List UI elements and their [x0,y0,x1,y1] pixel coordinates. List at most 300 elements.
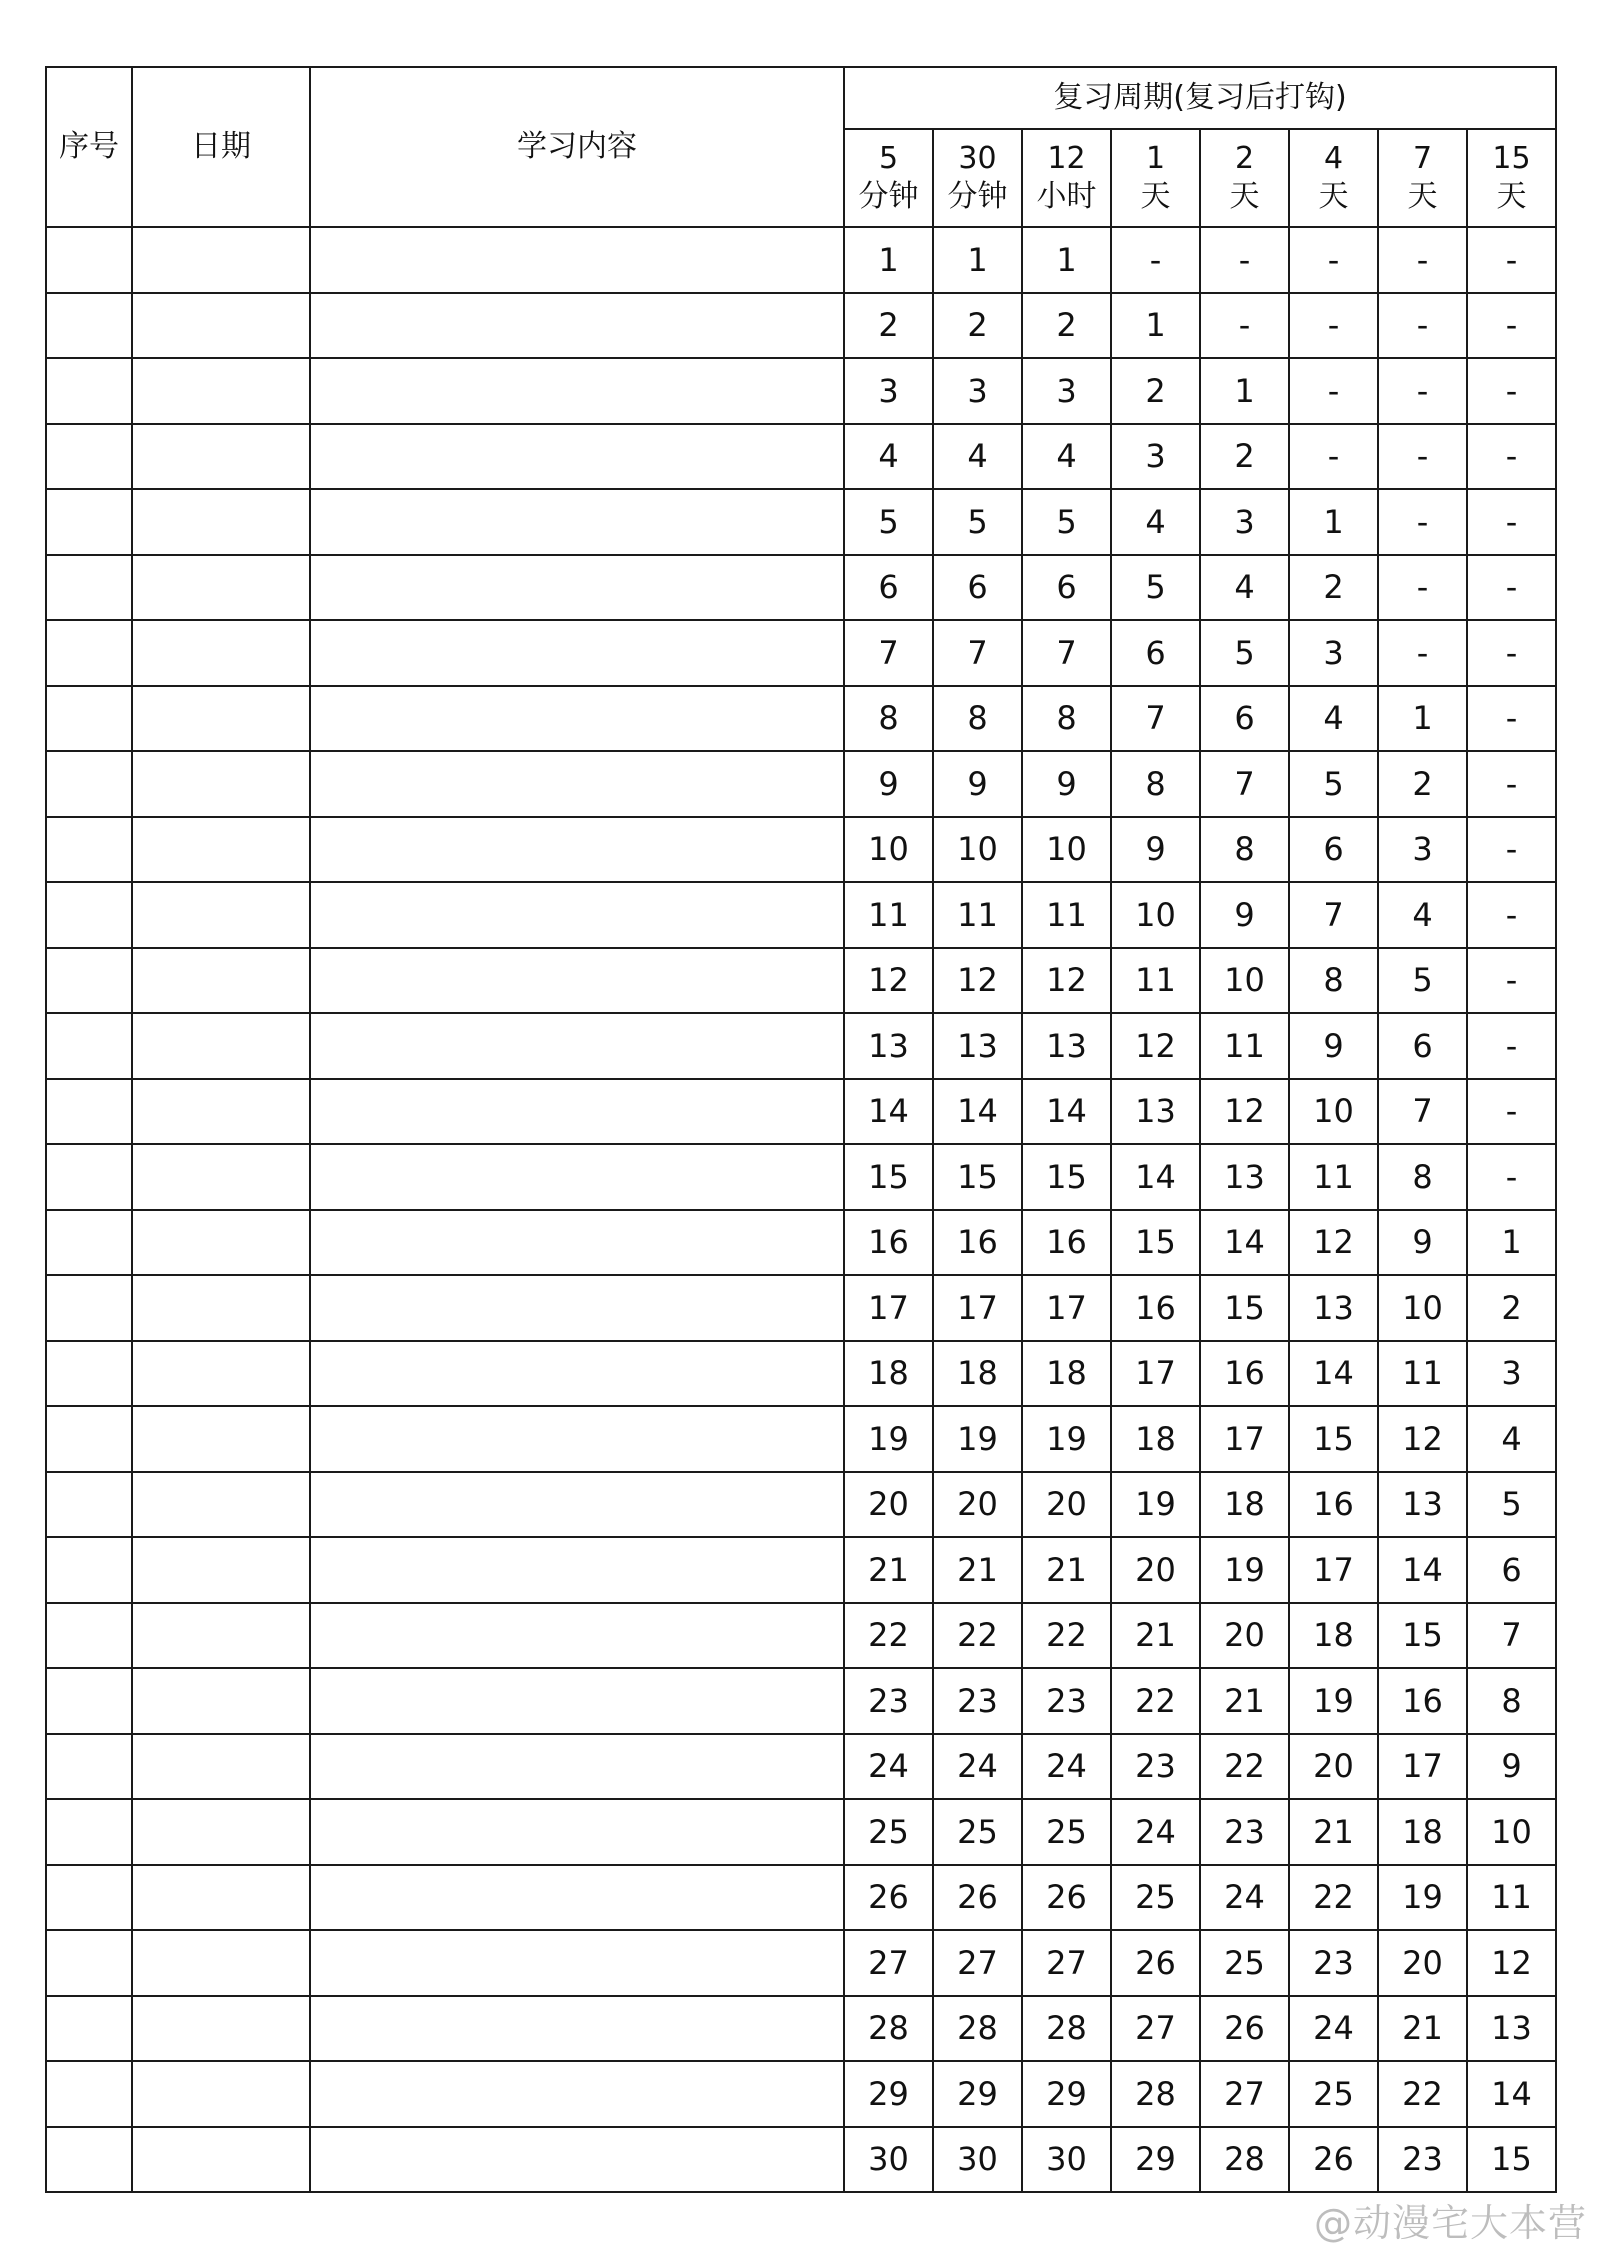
review-cell[interactable]: 24 [1289,1996,1378,2062]
review-cell[interactable]: 22 [1022,1603,1111,1669]
review-cell[interactable]: - [1289,358,1378,424]
review-cell[interactable]: 12 [1467,1930,1556,1996]
review-cell[interactable]: - [1378,424,1467,490]
date-cell[interactable] [132,1013,310,1079]
review-cell[interactable]: 14 [933,1079,1022,1145]
review-cell[interactable]: 16 [1111,1275,1200,1341]
date-cell[interactable] [132,489,310,555]
review-cell[interactable]: 11 [1111,948,1200,1014]
review-cell[interactable]: 6 [1378,1013,1467,1079]
review-cell[interactable]: 15 [1111,1210,1200,1276]
content-cell[interactable] [310,293,844,359]
review-cell[interactable]: 17 [933,1275,1022,1341]
index-cell[interactable] [46,1668,132,1734]
date-cell[interactable] [132,227,310,293]
index-cell[interactable] [46,2127,132,2193]
content-cell[interactable] [310,1865,844,1931]
date-cell[interactable] [132,1472,310,1538]
index-cell[interactable] [46,358,132,424]
review-cell[interactable]: - [1378,293,1467,359]
content-cell[interactable] [310,1472,844,1538]
review-cell[interactable]: 21 [1289,1799,1378,1865]
date-cell[interactable] [132,1341,310,1407]
review-cell[interactable]: 24 [844,1734,933,1800]
index-cell[interactable] [46,1144,132,1210]
review-cell[interactable]: 27 [1111,1996,1200,2062]
review-cell[interactable]: 13 [1289,1275,1378,1341]
review-cell[interactable]: 16 [1200,1341,1289,1407]
review-cell[interactable]: 3 [1378,817,1467,883]
review-cell[interactable]: 14 [1289,1341,1378,1407]
review-cell[interactable]: - [1467,227,1556,293]
review-cell[interactable]: 14 [1022,1079,1111,1145]
review-cell[interactable]: 17 [844,1275,933,1341]
date-cell[interactable] [132,293,310,359]
content-cell[interactable] [310,882,844,948]
review-cell[interactable]: - [1289,293,1378,359]
review-cell[interactable]: 20 [844,1472,933,1538]
review-cell[interactable]: 14 [1200,1210,1289,1276]
review-cell[interactable]: 26 [1289,2127,1378,2193]
review-cell[interactable]: - [1467,555,1556,621]
index-cell[interactable] [46,751,132,817]
review-cell[interactable]: 26 [1200,1996,1289,2062]
index-cell[interactable] [46,555,132,621]
date-cell[interactable] [132,1537,310,1603]
review-cell[interactable]: 7 [1200,751,1289,817]
date-cell[interactable] [132,1079,310,1145]
review-cell[interactable]: 20 [1289,1734,1378,1800]
review-cell[interactable]: - [1467,1013,1556,1079]
review-cell[interactable]: 3 [1022,358,1111,424]
review-cell[interactable]: 11 [933,882,1022,948]
review-cell[interactable]: 22 [1289,1865,1378,1931]
review-cell[interactable]: 16 [1378,1668,1467,1734]
index-cell[interactable] [46,227,132,293]
review-cell[interactable]: 18 [1022,1341,1111,1407]
review-cell[interactable]: 10 [1378,1275,1467,1341]
review-cell[interactable]: 19 [1111,1472,1200,1538]
index-cell[interactable] [46,1079,132,1145]
review-cell[interactable]: - [1289,227,1378,293]
review-cell[interactable]: 26 [1111,1930,1200,1996]
review-cell[interactable]: 25 [933,1799,1022,1865]
review-cell[interactable]: 5 [1200,620,1289,686]
content-cell[interactable] [310,686,844,752]
review-cell[interactable]: 8 [1111,751,1200,817]
review-cell[interactable]: 3 [933,358,1022,424]
review-cell[interactable]: 19 [933,1406,1022,1472]
review-cell[interactable]: 24 [933,1734,1022,1800]
content-cell[interactable] [310,1603,844,1669]
review-cell[interactable]: - [1200,227,1289,293]
review-cell[interactable]: 1 [1022,227,1111,293]
review-cell[interactable]: 17 [1022,1275,1111,1341]
review-cell[interactable]: 25 [844,1799,933,1865]
review-cell[interactable]: 3 [1111,424,1200,490]
content-cell[interactable] [310,751,844,817]
review-cell[interactable]: 25 [1111,1865,1200,1931]
review-cell[interactable]: - [1467,686,1556,752]
review-cell[interactable]: 18 [1111,1406,1200,1472]
content-cell[interactable] [310,1144,844,1210]
review-cell[interactable]: 19 [1378,1865,1467,1931]
date-cell[interactable] [132,1734,310,1800]
content-cell[interactable] [310,1799,844,1865]
review-cell[interactable]: 27 [1022,1930,1111,1996]
review-cell[interactable]: 8 [1378,1144,1467,1210]
review-cell[interactable]: 13 [1467,1996,1556,2062]
review-cell[interactable]: 2 [1378,751,1467,817]
review-cell[interactable]: 24 [1111,1799,1200,1865]
review-cell[interactable]: 2 [933,293,1022,359]
content-cell[interactable] [310,1210,844,1276]
content-cell[interactable] [310,1668,844,1734]
index-cell[interactable] [46,1734,132,1800]
review-cell[interactable]: 21 [844,1537,933,1603]
content-cell[interactable] [310,2127,844,2193]
review-cell[interactable]: 22 [933,1603,1022,1669]
review-cell[interactable]: 4 [1200,555,1289,621]
review-cell[interactable]: 19 [844,1406,933,1472]
review-cell[interactable]: - [1467,620,1556,686]
review-cell[interactable]: 11 [1378,1341,1467,1407]
review-cell[interactable]: 14 [844,1079,933,1145]
review-cell[interactable]: 9 [1200,882,1289,948]
review-cell[interactable]: 18 [1378,1799,1467,1865]
review-cell[interactable]: - [1467,817,1556,883]
review-cell[interactable]: 2 [1467,1275,1556,1341]
index-cell[interactable] [46,882,132,948]
review-cell[interactable]: 27 [933,1930,1022,1996]
review-cell[interactable]: - [1467,948,1556,1014]
index-cell[interactable] [46,1603,132,1669]
date-cell[interactable] [132,424,310,490]
review-cell[interactable]: 12 [1378,1406,1467,1472]
review-cell[interactable]: - [1378,620,1467,686]
review-cell[interactable]: 13 [1111,1079,1200,1145]
review-cell[interactable]: 20 [933,1472,1022,1538]
review-cell[interactable]: - [1289,424,1378,490]
review-cell[interactable]: 1 [933,227,1022,293]
index-cell[interactable] [46,620,132,686]
date-cell[interactable] [132,555,310,621]
review-cell[interactable]: 1 [1289,489,1378,555]
content-cell[interactable] [310,1734,844,1800]
review-cell[interactable]: 5 [844,489,933,555]
review-cell[interactable]: 17 [1200,1406,1289,1472]
review-cell[interactable]: 19 [1200,1537,1289,1603]
date-cell[interactable] [132,1668,310,1734]
review-cell[interactable]: 10 [1289,1079,1378,1145]
index-cell[interactable] [46,1537,132,1603]
review-cell[interactable]: 29 [844,2061,933,2127]
review-cell[interactable]: 5 [1289,751,1378,817]
review-cell[interactable]: 8 [1289,948,1378,1014]
review-cell[interactable]: - [1200,293,1289,359]
content-cell[interactable] [310,948,844,1014]
review-cell[interactable]: 22 [1111,1668,1200,1734]
index-cell[interactable] [46,424,132,490]
index-cell[interactable] [46,1472,132,1538]
review-cell[interactable]: 12 [1289,1210,1378,1276]
review-cell[interactable]: 12 [1022,948,1111,1014]
review-cell[interactable]: 27 [844,1930,933,1996]
review-cell[interactable]: 21 [1200,1668,1289,1734]
review-cell[interactable]: 15 [1200,1275,1289,1341]
review-cell[interactable]: 6 [844,555,933,621]
date-cell[interactable] [132,1210,310,1276]
review-cell[interactable]: 26 [1022,1865,1111,1931]
review-cell[interactable]: 1 [844,227,933,293]
content-cell[interactable] [310,555,844,621]
review-cell[interactable]: 2 [1289,555,1378,621]
review-cell[interactable]: 18 [933,1341,1022,1407]
review-cell[interactable]: 16 [1289,1472,1378,1538]
review-cell[interactable]: 24 [1200,1865,1289,1931]
review-cell[interactable]: 13 [844,1013,933,1079]
review-cell[interactable]: 10 [1022,817,1111,883]
date-cell[interactable] [132,1996,310,2062]
review-cell[interactable]: 20 [1111,1537,1200,1603]
review-cell[interactable]: 1 [1378,686,1467,752]
date-cell[interactable] [132,1603,310,1669]
date-cell[interactable] [132,751,310,817]
review-cell[interactable]: 12 [1111,1013,1200,1079]
content-cell[interactable] [310,817,844,883]
review-cell[interactable]: 16 [933,1210,1022,1276]
content-cell[interactable] [310,424,844,490]
review-cell[interactable]: 7 [1111,686,1200,752]
review-cell[interactable]: - [1467,1079,1556,1145]
review-cell[interactable]: 11 [1200,1013,1289,1079]
review-cell[interactable]: - [1467,293,1556,359]
review-cell[interactable]: 4 [1289,686,1378,752]
content-cell[interactable] [310,2061,844,2127]
review-cell[interactable]: 10 [1111,882,1200,948]
review-cell[interactable]: - [1378,555,1467,621]
review-cell[interactable]: 23 [844,1668,933,1734]
review-cell[interactable]: 7 [1467,1603,1556,1669]
index-cell[interactable] [46,1799,132,1865]
content-cell[interactable] [310,1996,844,2062]
review-cell[interactable]: 2 [1111,358,1200,424]
review-cell[interactable]: 7 [1378,1079,1467,1145]
review-cell[interactable]: 16 [1022,1210,1111,1276]
date-cell[interactable] [132,1144,310,1210]
review-cell[interactable]: - [1111,227,1200,293]
index-cell[interactable] [46,817,132,883]
review-cell[interactable]: 9 [844,751,933,817]
review-cell[interactable]: 25 [1022,1799,1111,1865]
review-cell[interactable]: 6 [1200,686,1289,752]
review-cell[interactable]: 7 [844,620,933,686]
review-cell[interactable]: 19 [1289,1668,1378,1734]
review-cell[interactable]: - [1378,489,1467,555]
review-cell[interactable]: 28 [1200,2127,1289,2193]
review-cell[interactable]: 22 [1200,1734,1289,1800]
index-cell[interactable] [46,1930,132,1996]
review-cell[interactable]: 3 [1467,1341,1556,1407]
review-cell[interactable]: 4 [844,424,933,490]
review-cell[interactable]: 12 [1200,1079,1289,1145]
review-cell[interactable]: 14 [1111,1144,1200,1210]
index-cell[interactable] [46,489,132,555]
review-cell[interactable]: 1 [1467,1210,1556,1276]
content-cell[interactable] [310,1013,844,1079]
review-cell[interactable]: 17 [1378,1734,1467,1800]
index-cell[interactable] [46,2061,132,2127]
review-cell[interactable]: - [1467,1144,1556,1210]
date-cell[interactable] [132,358,310,424]
review-cell[interactable]: 17 [1289,1537,1378,1603]
review-cell[interactable]: 9 [1289,1013,1378,1079]
index-cell[interactable] [46,1406,132,1472]
review-cell[interactable]: 9 [1111,817,1200,883]
review-cell[interactable]: 5 [1111,555,1200,621]
date-cell[interactable] [132,620,310,686]
review-cell[interactable]: 1 [1200,358,1289,424]
review-cell[interactable]: - [1467,751,1556,817]
index-cell[interactable] [46,1210,132,1276]
review-cell[interactable]: 2 [1022,293,1111,359]
review-cell[interactable]: 10 [844,817,933,883]
review-cell[interactable]: 15 [1378,1603,1467,1669]
date-cell[interactable] [132,686,310,752]
index-cell[interactable] [46,1996,132,2062]
date-cell[interactable] [132,1865,310,1931]
review-cell[interactable]: 28 [1111,2061,1200,2127]
review-cell[interactable]: 6 [1022,555,1111,621]
review-cell[interactable]: 8 [1467,1668,1556,1734]
review-cell[interactable]: 30 [844,2127,933,2193]
review-cell[interactable]: 23 [1111,1734,1200,1800]
review-cell[interactable]: 15 [933,1144,1022,1210]
date-cell[interactable] [132,948,310,1014]
review-cell[interactable]: 19 [1022,1406,1111,1472]
review-cell[interactable]: 28 [844,1996,933,2062]
review-cell[interactable]: 13 [1378,1472,1467,1538]
review-cell[interactable]: 6 [933,555,1022,621]
review-cell[interactable]: - [1467,882,1556,948]
date-cell[interactable] [132,2061,310,2127]
review-cell[interactable]: 6 [1289,817,1378,883]
review-cell[interactable]: - [1467,424,1556,490]
date-cell[interactable] [132,1406,310,1472]
review-cell[interactable]: 15 [1022,1144,1111,1210]
review-cell[interactable]: 2 [1200,424,1289,490]
review-cell[interactable]: 5 [933,489,1022,555]
index-cell[interactable] [46,1013,132,1079]
review-cell[interactable]: 23 [1289,1930,1378,1996]
content-cell[interactable] [310,1079,844,1145]
review-cell[interactable]: - [1378,227,1467,293]
review-cell[interactable]: 12 [844,948,933,1014]
date-cell[interactable] [132,882,310,948]
review-cell[interactable]: 7 [1022,620,1111,686]
review-cell[interactable]: 5 [1022,489,1111,555]
review-cell[interactable]: 16 [844,1210,933,1276]
review-cell[interactable]: 10 [1467,1799,1556,1865]
index-cell[interactable] [46,293,132,359]
content-cell[interactable] [310,1537,844,1603]
index-cell[interactable] [46,1865,132,1931]
review-cell[interactable]: 21 [1111,1603,1200,1669]
review-cell[interactable]: 23 [933,1668,1022,1734]
review-cell[interactable]: 26 [933,1865,1022,1931]
review-cell[interactable]: 8 [1200,817,1289,883]
review-cell[interactable]: 2 [844,293,933,359]
review-cell[interactable]: 13 [1022,1013,1111,1079]
review-cell[interactable]: 13 [933,1013,1022,1079]
date-cell[interactable] [132,1275,310,1341]
review-cell[interactable]: 23 [1378,2127,1467,2193]
review-cell[interactable]: 11 [1467,1865,1556,1931]
review-cell[interactable]: 21 [1022,1537,1111,1603]
content-cell[interactable] [310,1275,844,1341]
review-cell[interactable]: 8 [933,686,1022,752]
review-cell[interactable]: 25 [1200,1930,1289,1996]
review-cell[interactable]: 18 [1200,1472,1289,1538]
date-cell[interactable] [132,2127,310,2193]
review-cell[interactable]: 27 [1200,2061,1289,2127]
review-cell[interactable]: 7 [933,620,1022,686]
date-cell[interactable] [132,1799,310,1865]
content-cell[interactable] [310,1406,844,1472]
review-cell[interactable]: 9 [933,751,1022,817]
review-cell[interactable]: 3 [1289,620,1378,686]
review-cell[interactable]: 1 [1111,293,1200,359]
review-cell[interactable]: 4 [1378,882,1467,948]
review-cell[interactable]: 10 [933,817,1022,883]
review-cell[interactable]: 20 [1022,1472,1111,1538]
review-cell[interactable]: 9 [1378,1210,1467,1276]
review-cell[interactable]: 22 [1378,2061,1467,2127]
review-cell[interactable]: 5 [1378,948,1467,1014]
review-cell[interactable]: 24 [1022,1734,1111,1800]
date-cell[interactable] [132,1930,310,1996]
review-cell[interactable]: 13 [1200,1144,1289,1210]
content-cell[interactable] [310,620,844,686]
review-cell[interactable]: 21 [1378,1996,1467,2062]
review-cell[interactable]: 28 [933,1996,1022,2062]
review-cell[interactable]: 15 [1289,1406,1378,1472]
review-cell[interactable]: 21 [933,1537,1022,1603]
review-cell[interactable]: 6 [1111,620,1200,686]
review-cell[interactable]: 15 [844,1144,933,1210]
index-cell[interactable] [46,1341,132,1407]
review-cell[interactable]: 30 [933,2127,1022,2193]
content-cell[interactable] [310,489,844,555]
review-cell[interactable]: 6 [1467,1537,1556,1603]
index-cell[interactable] [46,686,132,752]
review-cell[interactable]: 25 [1289,2061,1378,2127]
review-cell[interactable]: 11 [844,882,933,948]
review-cell[interactable]: 3 [844,358,933,424]
date-cell[interactable] [132,817,310,883]
review-cell[interactable]: 3 [1200,489,1289,555]
content-cell[interactable] [310,1341,844,1407]
review-cell[interactable]: 23 [1200,1799,1289,1865]
review-cell[interactable]: 30 [1022,2127,1111,2193]
index-cell[interactable] [46,1275,132,1341]
review-cell[interactable]: 11 [1289,1144,1378,1210]
content-cell[interactable] [310,1930,844,1996]
review-cell[interactable]: 15 [1467,2127,1556,2193]
review-cell[interactable]: 14 [1378,1537,1467,1603]
review-cell[interactable]: 20 [1200,1603,1289,1669]
review-cell[interactable]: 4 [1022,424,1111,490]
